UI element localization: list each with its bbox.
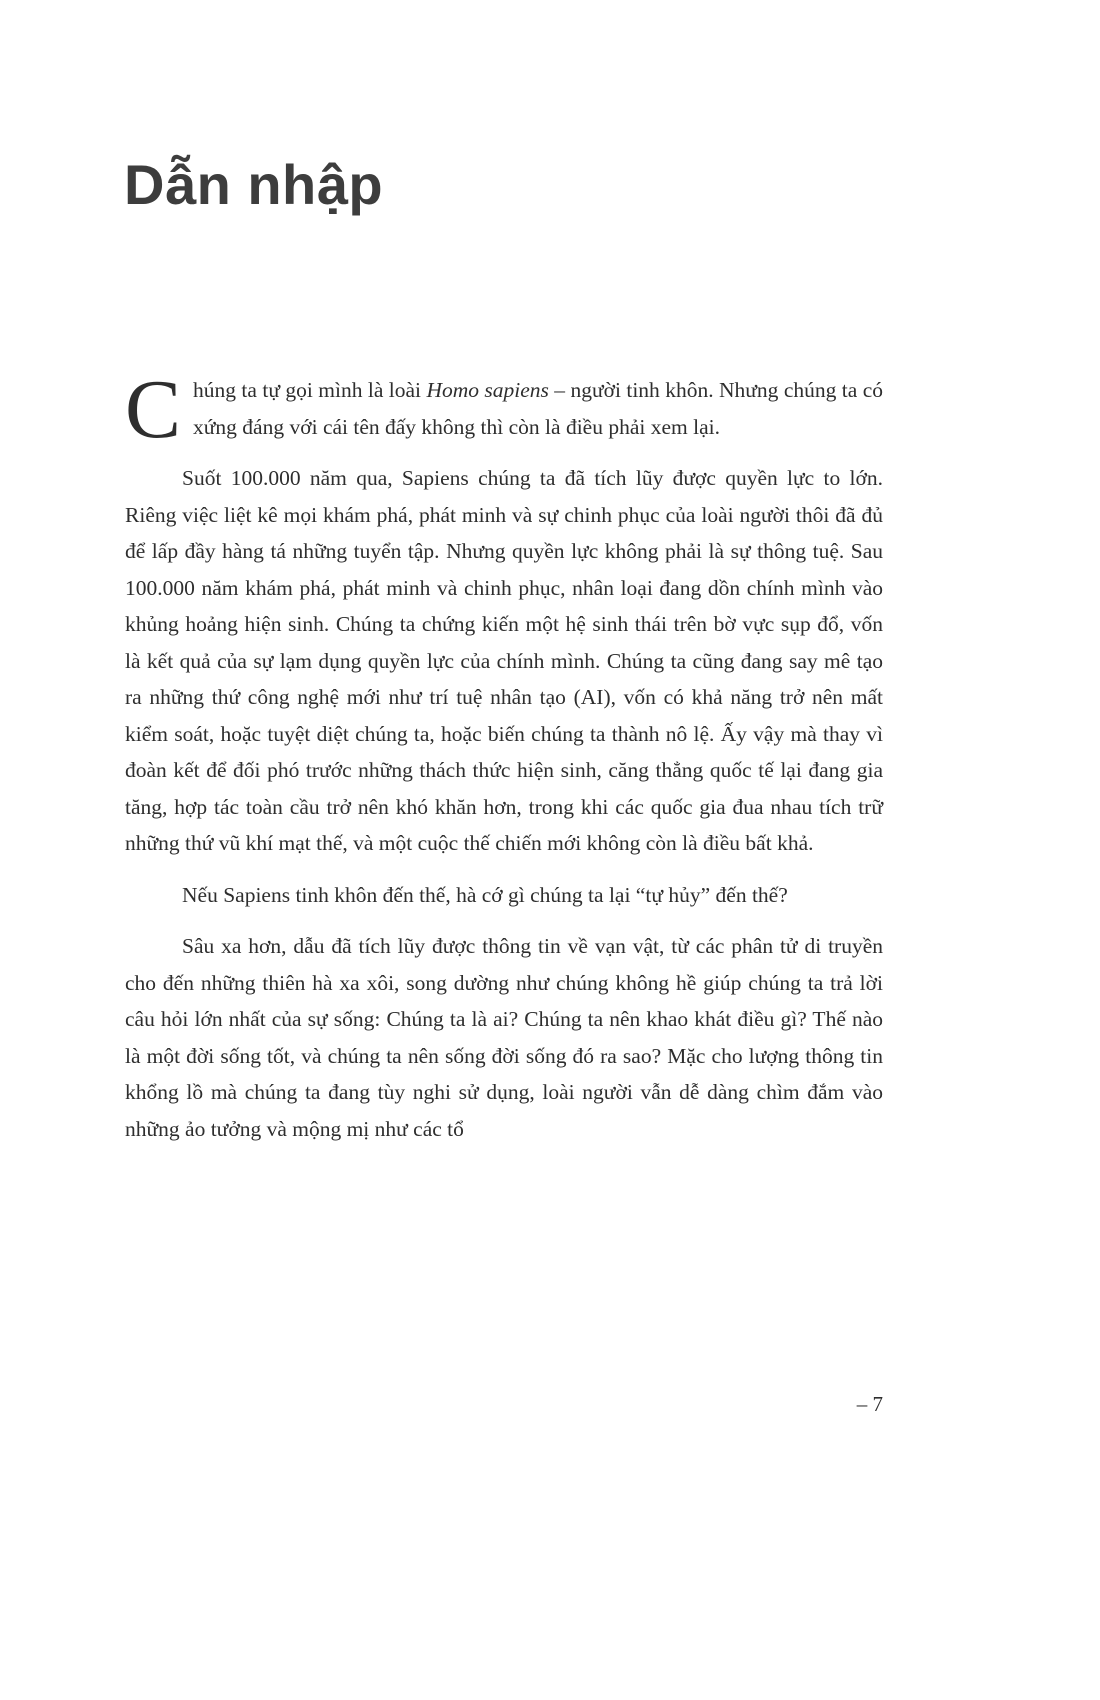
body-text: [125, 363, 883, 1162]
paragraph: Suốt 100.000 năm qua, Sapiens chúng ta đã tích lũy được quyền lực to lớn. Riêng việc liệt kê mọi khám phá, phát minh và sự chinh phục của loài người thôi đã đủ để lấp đầy hàng tá những tuyển tập. Nhưng quyền lực không phải là sự thông tuệ. Sau 100.000 năm khám phá, phát minh và chinh phục, nhân loại đang dồn chính mình vào khủng hoảng hiện sinh. Chúng ta chứng kiến một hệ sinh thái trên bờ vực sụp đổ, vốn là kết quả của sự lạm dụng quyền lực của chính mình. Chúng ta cũng đang say mê tạo ra những thứ công nghệ mới như trí tuệ nhân tạo (AI), vốn có khả năng trở nên mất kiểm soát, hoặc tuyệt diệt chúng ta, hoặc biến chúng ta thành nô lệ. Ấy vậy mà thay vì đoàn kết để đối phó trước những thách thức hiện sinh, căng thẳng quốc tế lại đang gia tăng, hợp tác toàn cầu trở nên khó khăn hơn, trong khi các quốc gia đua nhau tích trữ những thứ vũ khí mạt thế, và một cuộc thế chiến mới không còn là điều bất khả.: [125, 466, 883, 855]
paragraph: Sâu xa hơn, dẫu đã tích lũy được thông tin về vạn vật, từ các phân tử di truyền cho đến những thiên hà xa xôi, song dường như chúng không hề giúp chúng ta trả lời câu hỏi lớn nhất của sự sống: Chúng ta là ai? Chúng ta nên khao khát điều gì? Thế nào là một đời sống tốt, và chúng ta nên sống đời sống đó ra sao? Mặc cho lượng thông tin khổng lồ mà chúng ta đang tùy nghi sử dụng, loài người vẫn dễ dàng chìm đắm vào những ảo tưởng và mộng mị như các tổ: [125, 934, 883, 1141]
paragraph-text: – người tinh khôn. Nhưng chúng ta có xứng đáng với cái tên đấy không thì còn là điều phải xem lại.: [193, 378, 883, 439]
italic-term: Homo sapiens: [426, 378, 549, 402]
chapter-title: Dẫn nhập: [124, 153, 384, 216]
paragraph-text: húng ta tự gọi mình là loài: [193, 378, 427, 402]
drop-cap: C: [125, 363, 182, 456]
paragraph-intro: [125, 363, 883, 456]
page-number: – 7: [856, 1392, 883, 1416]
paragraph: Nếu Sapiens tinh khôn đến thế, hà cớ gì chúng ta lại “tự hủy” đến thế?: [182, 882, 788, 907]
